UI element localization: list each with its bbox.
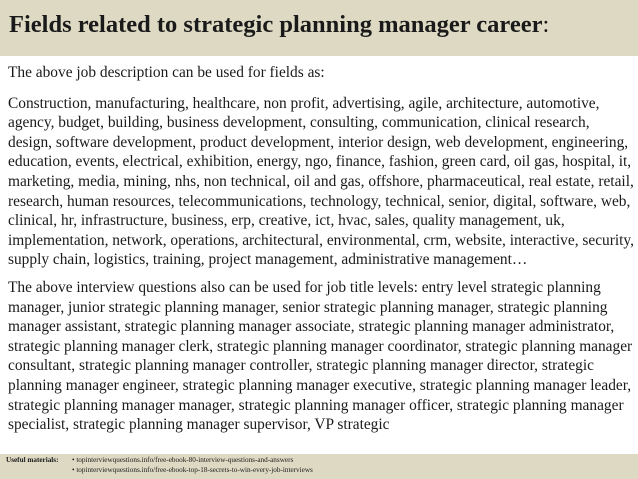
- footer-link-1[interactable]: • topinterviewquestions.info/free-ebook-80-interview-questions-and-answers: [72, 456, 294, 464]
- title-colon: :: [542, 11, 550, 38]
- footer-row-1: [6, 455, 638, 465]
- intro-text: The above job description can be used for fields as:: [8, 64, 325, 81]
- title-bar: [0, 0, 638, 56]
- slide-content: [8, 63, 636, 453]
- page-title: [9, 10, 638, 40]
- footer-link-2[interactable]: • topinterviewquestions.info/free-ebook-top-18-secrets-to-win-every-job-interviews: [72, 466, 313, 474]
- footer-row-2: [6, 465, 638, 475]
- title-text: Fields related to strategic planning manager career: [9, 11, 543, 38]
- fields-list-text: Construction, manufacturing, healthcare, non profit, advertising, agile, architecture, automotive, agency, budget, building, business development, consulting, communication, clinical research, design, software development, product development, interior design, web development, engineering, education, events, electrical, exhibition, energy, ngo, finance, fashion, green card, oil gas, hospital, it, marketing, media, mining, nhs, non technical, oil and gas, offshore, pharmaceutical, real estate, retail, research, human resources, telecommunications, technology, technical, senior, digital, software, web, clinical, hr, infrastructure, business, erp, creative, ict, hvac, sales, quality management, uk, implementation, network, operations, architectural, environmental, crm, website, interactive, security, supply chain, logistics, training, project management, administrative management…: [8, 94, 634, 269]
- job-levels-text: The above interview questions also can be used for job title levels: entry level strategic planning manager, junior strategic planning manager, senior strategic planning manager, strategic planning manager assistant, strategic planning manager associate, strategic planning manager administrator, strategic planning manager clerk, strategic planning manager coordinator, strategic planning manager consultant, strategic planning manager controller, strategic planning manager director, strategic planning manager engineer, strategic planning manager executive, strategic planning manager leader, strategic planning manager manager, strategic planning manager officer, strategic planning manager specialist, strategic planning manager supervisor, VP strategic: [8, 278, 633, 434]
- useful-materials-label: Useful materials:: [6, 456, 59, 464]
- footer-band: [0, 454, 638, 479]
